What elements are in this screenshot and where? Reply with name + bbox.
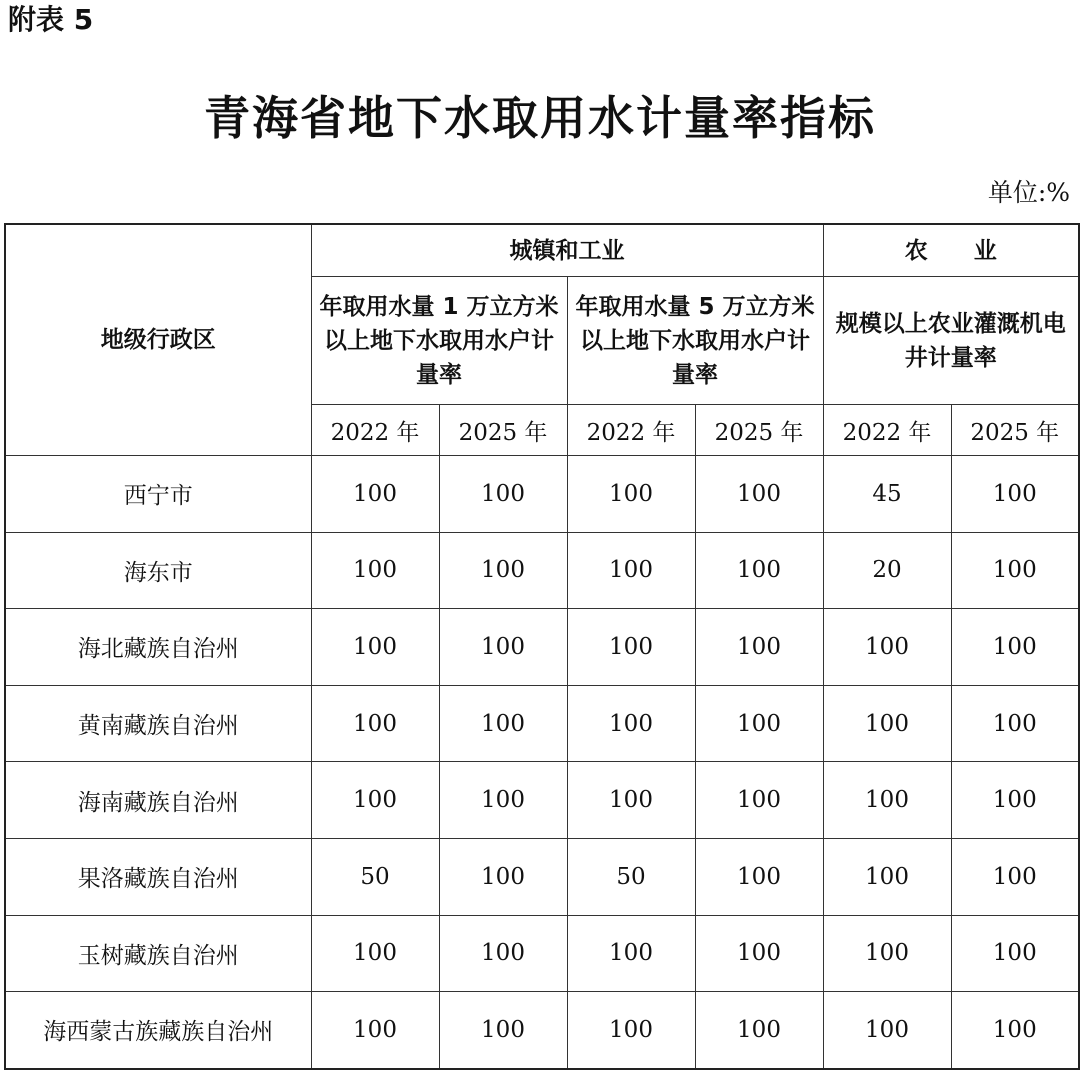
value-cell: 100 (695, 685, 823, 762)
table-body (5, 456, 1079, 1069)
header-row-groups (5, 224, 1079, 277)
value-cell: 100 (567, 915, 695, 992)
value-cell: 100 (311, 456, 439, 533)
indicator-label: 规模以上农业灌溉机电井计量率 (835, 310, 1066, 371)
value-cell: 45 (823, 456, 951, 533)
value-cell: 100 (823, 992, 951, 1069)
value-cell: 100 (439, 915, 567, 992)
value-cell: 100 (695, 609, 823, 686)
year-header: 2022 年 (567, 405, 695, 456)
table-row (5, 915, 1079, 992)
value-cell: 100 (439, 456, 567, 533)
table-row (5, 838, 1079, 915)
value-cell: 100 (823, 685, 951, 762)
value-cell: 100 (311, 609, 439, 686)
value-cell: 100 (951, 609, 1079, 686)
page-title: 青海省地下水取用水计量率指标 (204, 91, 876, 145)
value-cell: 20 (823, 532, 951, 609)
value-cell: 100 (823, 762, 951, 839)
region-cell: 海西蒙古族藏族自治州 (5, 992, 311, 1069)
group-header-urban-industry: 城镇和工业 (311, 224, 823, 277)
value-cell: 100 (823, 609, 951, 686)
region-cell: 果洛藏族自治州 (5, 838, 311, 915)
value-cell: 100 (567, 762, 695, 839)
value-cell: 100 (311, 915, 439, 992)
value-cell: 100 (567, 685, 695, 762)
region-cell: 西宁市 (5, 456, 311, 533)
indicator-label: 年取用水量 1 万立方米以上地下水取用水户计量率 (319, 293, 559, 388)
table-row (5, 685, 1079, 762)
metering-rate-table (4, 223, 1080, 1070)
value-cell: 100 (311, 992, 439, 1069)
value-cell: 100 (311, 532, 439, 609)
value-cell: 100 (311, 762, 439, 839)
table-row (5, 456, 1079, 533)
value-cell: 100 (439, 685, 567, 762)
region-cell: 海南藏族自治州 (5, 762, 311, 839)
region-cell: 海东市 (5, 532, 311, 609)
year-header: 2022 年 (823, 405, 951, 456)
indicator-header-1w (311, 277, 567, 405)
value-cell: 100 (311, 685, 439, 762)
appendix-label: 附表 5 (8, 3, 94, 36)
year-header: 2025 年 (695, 405, 823, 456)
value-cell: 100 (695, 915, 823, 992)
table-row (5, 992, 1079, 1069)
value-cell: 100 (695, 532, 823, 609)
indicator-header-5w (567, 277, 823, 405)
value-cell: 100 (951, 915, 1079, 992)
year-header: 2022 年 (311, 405, 439, 456)
value-cell: 100 (823, 838, 951, 915)
year-header: 2025 年 (439, 405, 567, 456)
value-cell: 100 (439, 532, 567, 609)
value-cell: 100 (567, 456, 695, 533)
group-header-agriculture: 农 业 (823, 224, 1079, 277)
value-cell: 100 (567, 532, 695, 609)
value-cell: 100 (439, 838, 567, 915)
value-cell: 100 (951, 838, 1079, 915)
unit-label: 单位:% (987, 178, 1070, 207)
table-row (5, 532, 1079, 609)
value-cell: 100 (439, 762, 567, 839)
value-cell: 100 (951, 762, 1079, 839)
region-header: 地级行政区 (5, 224, 311, 456)
value-cell: 100 (695, 762, 823, 839)
value-cell: 100 (951, 685, 1079, 762)
table-row (5, 762, 1079, 839)
value-cell: 100 (439, 609, 567, 686)
value-cell: 100 (695, 456, 823, 533)
value-cell: 100 (695, 838, 823, 915)
value-cell: 100 (567, 992, 695, 1069)
table-row (5, 609, 1079, 686)
value-cell: 100 (951, 532, 1079, 609)
indicator-header-wells (823, 277, 1079, 405)
value-cell: 100 (823, 915, 951, 992)
value-cell: 100 (951, 992, 1079, 1069)
value-cell: 100 (951, 456, 1079, 533)
value-cell: 50 (567, 838, 695, 915)
region-cell: 黄南藏族自治州 (5, 685, 311, 762)
value-cell: 100 (439, 992, 567, 1069)
value-cell: 50 (311, 838, 439, 915)
region-cell: 海北藏族自治州 (5, 609, 311, 686)
region-cell: 玉树藏族自治州 (5, 915, 311, 992)
value-cell: 100 (567, 609, 695, 686)
value-cell: 100 (695, 992, 823, 1069)
indicator-label: 年取用水量 5 万立方米以上地下水取用水户计量率 (575, 293, 815, 388)
year-header: 2025 年 (951, 405, 1079, 456)
